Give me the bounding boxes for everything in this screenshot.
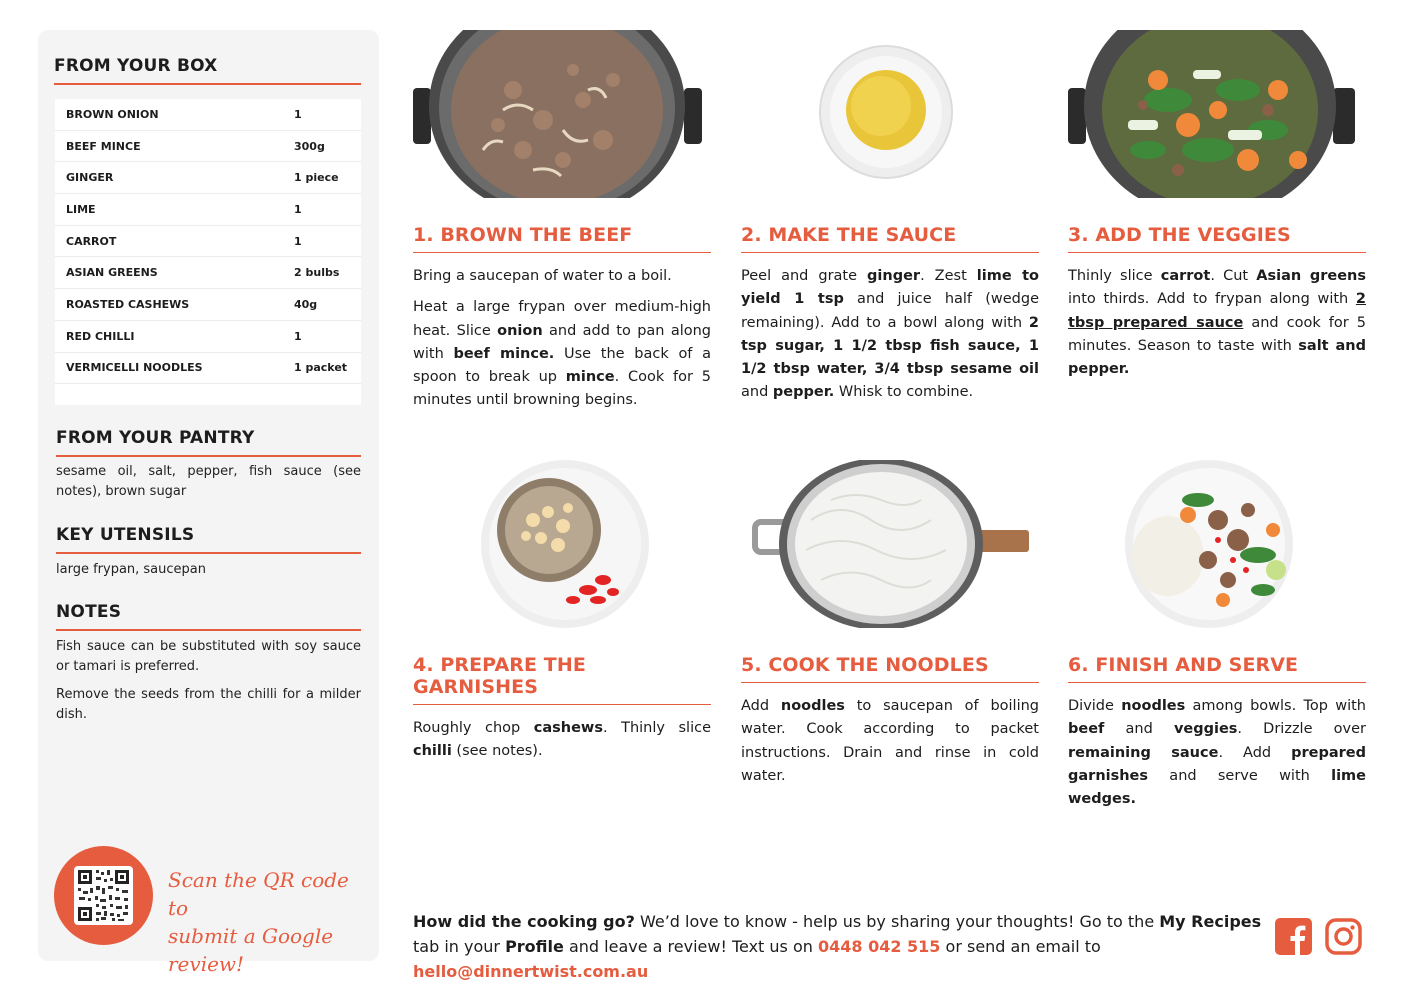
frypan-veggies-icon xyxy=(1068,30,1366,198)
table-row xyxy=(55,321,361,353)
step-body xyxy=(413,717,711,764)
phone-link[interactable]: 0448 042 515 xyxy=(817,937,941,956)
ingredient-qty: 1 xyxy=(294,202,302,216)
ingredient-name: RED CHILLI xyxy=(66,329,135,343)
ingredient-qty: 1 xyxy=(294,234,302,248)
ingredient-emphasis: chilli xyxy=(413,743,452,760)
ingredient-name: GINGER xyxy=(66,171,114,185)
frypan-beef-icon xyxy=(413,30,711,198)
qr-code-icon[interactable] xyxy=(74,866,133,925)
ingredient-emphasis: 2 tbsp prepared sauce xyxy=(1068,291,1366,331)
utensils-heading: KEY UTENSILS xyxy=(56,525,361,554)
box-heading: FROM YOUR BOX xyxy=(54,56,361,85)
text-run: Whisk to combine. xyxy=(834,384,974,401)
ingredient-emphasis: ginger xyxy=(867,268,921,284)
footer-text: tab in your xyxy=(413,937,506,956)
ingredient-name: CARROT xyxy=(66,234,117,248)
step-title: 5. COOK THE NOODLES xyxy=(741,654,1039,683)
text-run: Use the back of a spoon to break up xyxy=(413,345,711,386)
step-text xyxy=(741,695,1039,788)
facebook-icon[interactable] xyxy=(1275,918,1312,955)
ingredient-emphasis: pepper. xyxy=(772,384,835,401)
ingredient-emphasis: cashews xyxy=(533,720,603,736)
step-6 xyxy=(1068,460,1366,819)
text-run: and xyxy=(1104,721,1174,738)
feedback-footer xyxy=(413,909,1263,984)
ingredient-name: ROASTED CASHEWS xyxy=(66,297,190,311)
step-text xyxy=(413,717,711,764)
text-run: and serve with xyxy=(1148,767,1332,784)
text-run: and xyxy=(741,384,773,401)
ingredient-qty: 300g xyxy=(294,139,325,153)
ingredient-emphasis: carrot xyxy=(1160,268,1211,284)
ingredient-emphasis: salt and pepper. xyxy=(1068,337,1367,378)
qr-cta-line: Scan the QR code to xyxy=(168,868,349,920)
table-row xyxy=(55,194,361,226)
profile-link[interactable]: Profile xyxy=(505,937,564,956)
pantry-text: sesame oil, salt, pepper, fish sauce (see notes), brown sugar xyxy=(56,464,361,499)
text-run: Heat a large frypan over medium-high heat. Slice xyxy=(413,299,711,339)
step-text: Bring a saucepan of water to a boil. xyxy=(413,268,672,284)
ingredient-emphasis: remaining sauce xyxy=(1068,744,1219,761)
ingredient-emphasis: Asian greens xyxy=(1256,268,1366,284)
ingredient-qty: 1 packet xyxy=(294,361,348,375)
ingredient-name: BROWN ONION xyxy=(66,107,159,121)
ingredient-name: LIME xyxy=(66,202,96,216)
table-row xyxy=(55,257,361,289)
table-row xyxy=(55,162,361,194)
ingredient-qty: 2 bulbs xyxy=(294,266,340,280)
qr-code-badge[interactable] xyxy=(54,846,153,945)
ingredient-qty: 40g xyxy=(294,297,318,311)
ingredient-emphasis: lime to yield 1 tsp xyxy=(741,268,1039,308)
text-run: Peel and grate xyxy=(741,268,868,284)
utensils-text: large frypan, saucepan xyxy=(56,562,206,577)
ingredient-emphasis: onion xyxy=(497,322,543,339)
qr-call-to-action xyxy=(168,866,368,978)
text-run: . Cut xyxy=(1210,268,1257,284)
text-run: Add xyxy=(741,698,781,714)
pantry-heading: FROM YOUR PANTRY xyxy=(56,428,361,457)
table-row xyxy=(55,289,361,321)
step-title: 1. BROWN THE BEEF xyxy=(413,224,711,253)
text-run: Divide xyxy=(1068,698,1122,714)
step-3 xyxy=(1068,30,1366,389)
box-ingredients-table xyxy=(55,99,361,405)
footer-text: We’d love to know - help us by sharing your thoughts! Go to the xyxy=(634,912,1160,931)
footer-question: How did the cooking go? xyxy=(413,912,635,931)
notes-heading: NOTES xyxy=(56,602,361,631)
ingredient-emphasis: noodles xyxy=(780,698,845,714)
step-1 xyxy=(413,30,711,421)
served-bowl-icon xyxy=(1068,460,1366,628)
qr-cta-line: submit a Google review! xyxy=(168,924,334,976)
text-run: and juice half (wedge remaining). Add to a bowl along with xyxy=(741,291,1039,331)
instagram-icon[interactable] xyxy=(1325,918,1362,955)
step-title: 2. MAKE THE SAUCE xyxy=(741,224,1039,253)
noodles-strainer-icon xyxy=(741,460,1039,628)
text-run: . Cook for 5 minutes until browning begins. xyxy=(413,369,711,409)
step-body xyxy=(741,265,1039,405)
step-body xyxy=(1068,265,1366,381)
step-4 xyxy=(413,460,711,772)
step-body xyxy=(1068,695,1366,811)
ingredients-sidebar xyxy=(38,30,379,976)
text-run: (see notes). xyxy=(451,743,543,760)
text-run: . Add xyxy=(1218,744,1292,761)
ingredient-emphasis: noodles xyxy=(1121,698,1186,714)
footer-text: or send an email to xyxy=(940,937,1101,956)
note-item: Remove the seeds from the chilli for a milder dish. xyxy=(56,687,361,722)
text-run: . Zest xyxy=(920,268,977,284)
ingredient-qty: 1 xyxy=(294,107,302,121)
table-row xyxy=(55,99,361,131)
ingredient-qty: 1 piece xyxy=(294,171,339,185)
step-text xyxy=(1068,265,1366,381)
step-body xyxy=(413,265,711,413)
text-run: into thirds. Add to frypan along with xyxy=(1068,291,1356,308)
ingredient-emphasis: veggies xyxy=(1173,721,1238,738)
text-run: and cook for 5 minutes. Season to taste with xyxy=(1068,314,1366,354)
cashews-chilli-icon xyxy=(413,460,711,628)
step-text xyxy=(1068,695,1366,811)
footer-text: and leave a review! Text us on xyxy=(563,937,818,956)
note-item: Fish sauce can be substituted with soy sauce or tamari is preferred. xyxy=(56,639,361,674)
step-2 xyxy=(741,30,1039,413)
text-run: to saucepan of boiling water. Cook according to packet instructions. Drain and rinse in cold water. xyxy=(741,698,1040,784)
my-recipes-link[interactable]: My Recipes xyxy=(1159,912,1262,931)
text-run: and add to pan along with xyxy=(413,322,711,362)
ingredient-emphasis: beef xyxy=(1068,721,1105,738)
table-row xyxy=(55,226,361,258)
ingredient-emphasis: beef mince. xyxy=(453,345,555,362)
ingredient-emphasis: lime wedges. xyxy=(1068,767,1366,808)
ingredient-qty: 1 xyxy=(294,329,302,343)
ingredient-name: VERMICELLI NOODLES xyxy=(66,361,203,375)
text-run: . Drizzle over xyxy=(1237,721,1366,738)
step-5 xyxy=(741,460,1039,796)
ingredient-name: BEEF MINCE xyxy=(66,139,141,153)
step-title: 4. PREPARE THE GARNISHES xyxy=(413,654,711,705)
table-row xyxy=(55,131,361,163)
step-title: 3. ADD THE VEGGIES xyxy=(1068,224,1366,253)
step-body xyxy=(741,695,1039,788)
text-run: among bowls. Top with xyxy=(1185,698,1366,714)
step-title: 6. FINISH AND SERVE xyxy=(1068,654,1366,683)
email-link[interactable]: hello@dinnertwist.com.au xyxy=(413,962,649,981)
text-run: Roughly chop xyxy=(413,720,534,736)
ingredient-emphasis: prepared garnishes xyxy=(1068,744,1366,784)
step-text xyxy=(741,265,1039,405)
sauce-bowl-icon xyxy=(741,30,1039,198)
ingredient-emphasis: mince xyxy=(565,369,615,386)
notes-list xyxy=(56,637,361,733)
step-text xyxy=(413,296,711,412)
text-run: Thinly slice xyxy=(1068,268,1161,284)
text-run: . Thinly slice xyxy=(602,720,711,736)
ingredient-name: ASIAN GREENS xyxy=(66,266,158,280)
table-row xyxy=(55,353,361,385)
ingredient-emphasis: 2 tsp sugar, 1 1/2 tbsp fish sauce, 1 1/2 tbsp water, 3/4 tbsp sesame oil xyxy=(741,314,1039,378)
